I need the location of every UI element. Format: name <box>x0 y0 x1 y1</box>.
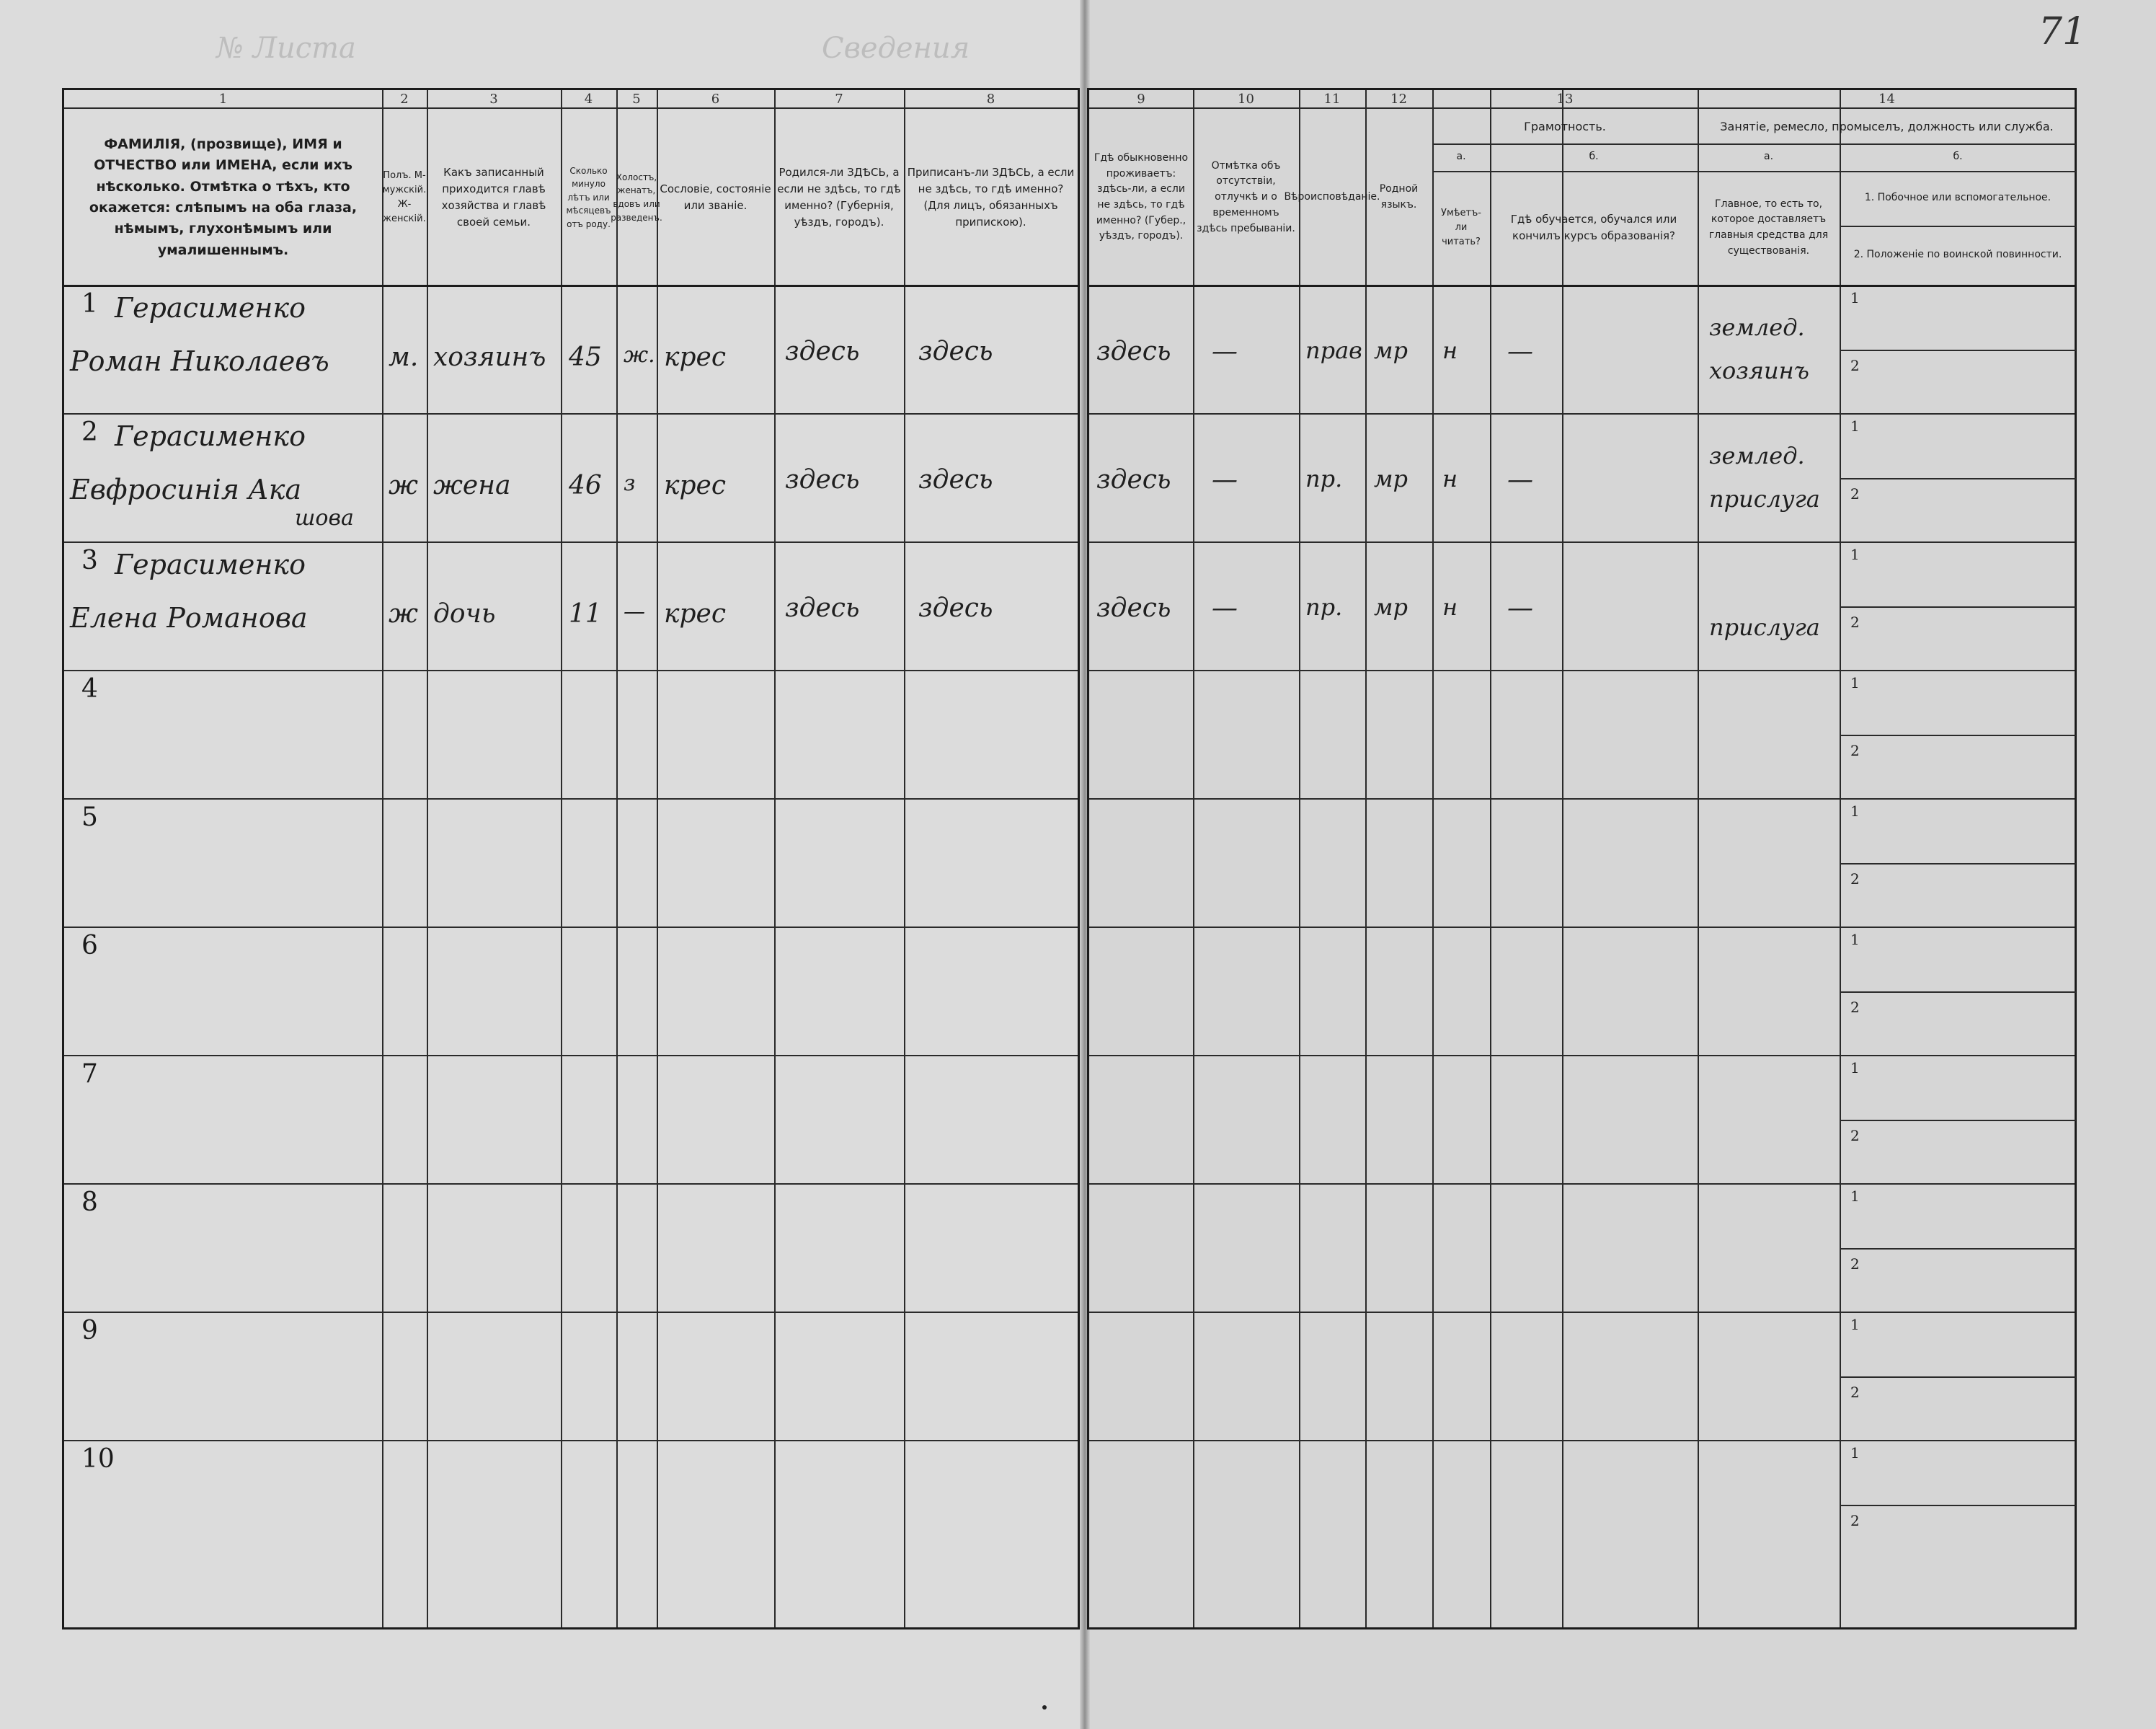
header-registered: Приписанъ-ли ЗДѢСЬ, а если не здѣсь, то гдѣ именно? (Для лицъ, обязанныхъ припискою). <box>907 165 1075 229</box>
subrow-label-1: 1 <box>1850 1059 1860 1076</box>
header-language: Родной языкъ. <box>1379 183 1419 211</box>
row-number: 9 <box>81 1316 98 1345</box>
header-occupation-a: а. <box>1763 151 1774 163</box>
subrow-divider <box>1840 478 2076 479</box>
marital-value: з <box>624 471 636 496</box>
ghost-header-right: Сведения <box>822 32 970 65</box>
header-religion: Вѣроисповѣданіе. <box>1284 191 1380 203</box>
row-number: 8 <box>81 1188 98 1217</box>
subrow-divider <box>1840 1120 2076 1121</box>
surname: Герасименко <box>115 292 306 324</box>
subrow-label-1: 1 <box>1850 1188 1860 1205</box>
subrow-divider <box>1840 350 2076 351</box>
row-divider-left <box>64 1183 1078 1185</box>
subrow-label-2: 2 <box>1850 485 1860 503</box>
subrow-divider <box>1840 1376 2076 1378</box>
religion-value: пр. <box>1305 593 1343 621</box>
header-literacy: Грамотность. <box>1524 119 1606 133</box>
row-divider-left <box>64 541 1078 543</box>
colnum-12: 12 <box>1390 92 1407 107</box>
subrow-label-1: 1 <box>1850 417 1860 435</box>
row-number: 1 <box>81 289 98 319</box>
education-value: — <box>1507 593 1533 623</box>
relation-value: жена <box>433 471 511 500</box>
header-marital: Холостъ, женатъ, вдовъ или разведенъ. <box>611 172 662 223</box>
row-divider-right <box>1089 927 2075 928</box>
colnum-11: 11 <box>1323 92 1341 107</box>
religion-value: прав <box>1305 337 1362 364</box>
marital-value: — <box>624 599 645 624</box>
subrow-label-1: 1 <box>1850 802 1860 820</box>
subrow-divider <box>1840 606 2076 608</box>
header-main-occupation: Главное, то есть то, которое доставляетъ главныя средства для существованія. <box>1708 198 1829 257</box>
subrow-label-2: 2 <box>1850 357 1860 374</box>
row-number: 10 <box>81 1444 115 1474</box>
header-age: Сколько минуло лѣтъ или мѣсяцевъ отъ роду. <box>566 165 611 229</box>
census-table-left <box>62 88 1080 1629</box>
occupation-detail: прислуга <box>1709 485 1820 513</box>
age-value: 46 <box>569 471 602 500</box>
header-can-read: Умѣетъ-ли читать? <box>1441 207 1481 248</box>
absence-value: — <box>1212 337 1238 366</box>
row-divider-left <box>64 1440 1078 1441</box>
absence-value: — <box>1212 593 1238 623</box>
age-value: 11 <box>569 599 602 629</box>
age-value: 45 <box>569 342 602 372</box>
education-value: — <box>1507 337 1533 366</box>
row-number: 4 <box>81 674 98 704</box>
row-number: 2 <box>81 417 98 447</box>
absence-value: — <box>1212 465 1238 495</box>
born-value: здесь <box>785 593 860 623</box>
occupation-detail: хозяинъ <box>1709 357 1809 384</box>
literate-value: н <box>1442 337 1458 364</box>
subrow-label-2: 2 <box>1850 999 1860 1016</box>
marital-value: ж. <box>624 342 655 368</box>
registered-value: здесь <box>918 593 993 623</box>
header-estate: Сословіе, состояніе или званіе. <box>660 182 771 212</box>
given-name: Елена Романова <box>70 602 308 634</box>
subrow-divider <box>1840 735 2076 736</box>
row-divider-right <box>1089 1440 2075 1441</box>
row-divider-right <box>1089 798 2075 800</box>
given-name: Евфросинія Ака <box>70 474 302 505</box>
row-number: 5 <box>81 802 98 832</box>
subrow-label-2: 2 <box>1850 1127 1860 1144</box>
subrow-label-2: 2 <box>1850 1512 1860 1529</box>
colnum-7: 7 <box>835 92 843 107</box>
row-divider-right <box>1089 1055 2075 1056</box>
subrow-label-1: 1 <box>1850 1316 1860 1333</box>
ink-dot <box>1042 1705 1047 1710</box>
colnum-14: 14 <box>1878 92 1895 107</box>
subrow-label-1: 1 <box>1850 289 1860 306</box>
subrow-label-1: 1 <box>1850 931 1860 948</box>
row-number: 6 <box>81 931 98 960</box>
colnum-8: 8 <box>986 92 995 107</box>
language-value: мр <box>1374 337 1409 364</box>
subrow-label-1: 1 <box>1850 674 1860 691</box>
subrow-divider <box>1840 1248 2076 1250</box>
occupation-detail: прислуга <box>1709 614 1820 641</box>
colnum-9: 9 <box>1137 92 1145 107</box>
colnum-10: 10 <box>1238 92 1254 107</box>
subrow-label-1: 1 <box>1850 546 1860 563</box>
subrow-label-1: 1 <box>1850 1444 1860 1462</box>
row-number: 7 <box>81 1059 98 1089</box>
subrow-label-2: 2 <box>1850 1255 1860 1273</box>
header-sex: Полъ. М-мужскій. Ж-женскій. <box>382 169 427 225</box>
row-number: 3 <box>81 546 98 575</box>
surname: Герасименко <box>115 549 306 580</box>
header-born: Родился-ли ЗДѢСЬ, а если не здѣсь, то гдѣ именно? (Губернія, уѣздъ, городъ). <box>777 165 901 229</box>
row-divider-left <box>64 413 1078 415</box>
literate-value: н <box>1442 593 1458 621</box>
colnum-5: 5 <box>632 92 641 107</box>
header-literacy-a: а. <box>1456 151 1466 163</box>
row-divider-right <box>1089 1183 2075 1185</box>
literate-value: н <box>1442 465 1458 492</box>
row-divider-right <box>1089 1312 2075 1313</box>
religion-value: пр. <box>1305 465 1343 492</box>
residence-value: здесь <box>1096 337 1171 366</box>
born-value: здесь <box>785 337 860 366</box>
row-divider-left <box>64 670 1078 671</box>
row-divider-right <box>1089 670 2075 671</box>
estate-value: крес <box>664 471 727 500</box>
subrow-divider <box>1840 991 2076 993</box>
occupation-main: землед. <box>1709 314 1805 341</box>
residence-value: здесь <box>1096 465 1171 495</box>
header-name: ФАМИЛІЯ, (прозвище), ИМЯ и ОТЧЕСТВО или ИМЕНА, если ихъ нѣсколько. Отмѣтка о тѣхъ, кто окажется: слѣпымъ на оба глаза, нѣмымъ, глухонѣмымъ или умалишеннымъ. <box>89 136 358 258</box>
header-absence: Отмѣтка объ отсутствіи, отлучкѣ и о временномъ здѣсь пребываніи. <box>1197 159 1295 234</box>
relation-value: хозяинъ <box>433 342 546 372</box>
header-education: Гдѣ обучается, обучался или кончилъ курсъ образованія? <box>1510 212 1677 242</box>
header-military: 2. Положеніе по воинской повинности. <box>1853 249 2062 261</box>
given-name: Роман Николаевъ <box>70 345 329 377</box>
colnum-3: 3 <box>489 92 498 107</box>
header-occupation-b: б. <box>1953 151 1963 163</box>
row-divider-left <box>64 1312 1078 1313</box>
subrow-divider <box>1840 1505 2076 1506</box>
education-value: — <box>1507 465 1533 495</box>
estate-value: крес <box>664 342 727 372</box>
row-divider-right <box>1089 413 2075 415</box>
census-table-right <box>1087 88 2077 1629</box>
relation-value: дочь <box>433 599 496 629</box>
ghost-header-left: № Листа <box>216 32 356 65</box>
row-divider-left <box>64 1055 1078 1056</box>
residence-value: здесь <box>1096 593 1171 623</box>
registered-value: здесь <box>918 337 993 366</box>
colnum-13: 13 <box>1556 92 1574 107</box>
colnum-6: 6 <box>711 92 720 107</box>
subrow-label-2: 2 <box>1850 1384 1860 1401</box>
surname: Герасименко <box>115 420 306 452</box>
header-residence: Гдѣ обыкновенно проживаетъ: здѣсь-ли, а если не здѣсь, то гдѣ именно? (Губер., уѣздъ, городъ). <box>1093 151 1189 242</box>
subrow-divider <box>1840 863 2076 864</box>
header-relation: Какъ записанный приходится главѣ хозяйства и главѣ своей семьи. <box>441 165 546 229</box>
sex-value: ж <box>389 599 418 629</box>
subrow-label-2: 2 <box>1850 870 1860 888</box>
colnum-1: 1 <box>218 92 228 107</box>
colnum-4: 4 <box>584 92 593 107</box>
row-divider-left <box>64 927 1078 928</box>
registered-value: здесь <box>918 465 993 495</box>
estate-value: крес <box>664 599 727 629</box>
language-value: мр <box>1374 593 1409 621</box>
header-literacy-b: б. <box>1589 151 1599 163</box>
header-occupation: Занятіе, ремесло, промыселъ, должность или служба. <box>1720 119 2054 133</box>
sex-value: ж <box>389 471 418 500</box>
row-divider-left <box>64 798 1078 800</box>
folio-number: 71 <box>2039 10 2087 53</box>
colnum-2: 2 <box>400 92 409 107</box>
subrow-label-2: 2 <box>1850 742 1860 759</box>
language-value: мр <box>1374 465 1409 492</box>
header-side-occupation: 1. Побочное или вспомогательное. <box>1864 192 2051 204</box>
subrow-label-2: 2 <box>1850 614 1860 631</box>
occupation-main: землед. <box>1709 442 1805 469</box>
born-value: здесь <box>785 465 860 495</box>
given-name-cont: шова <box>295 505 354 531</box>
sex-value: м. <box>389 342 419 372</box>
row-divider-right <box>1089 541 2075 543</box>
